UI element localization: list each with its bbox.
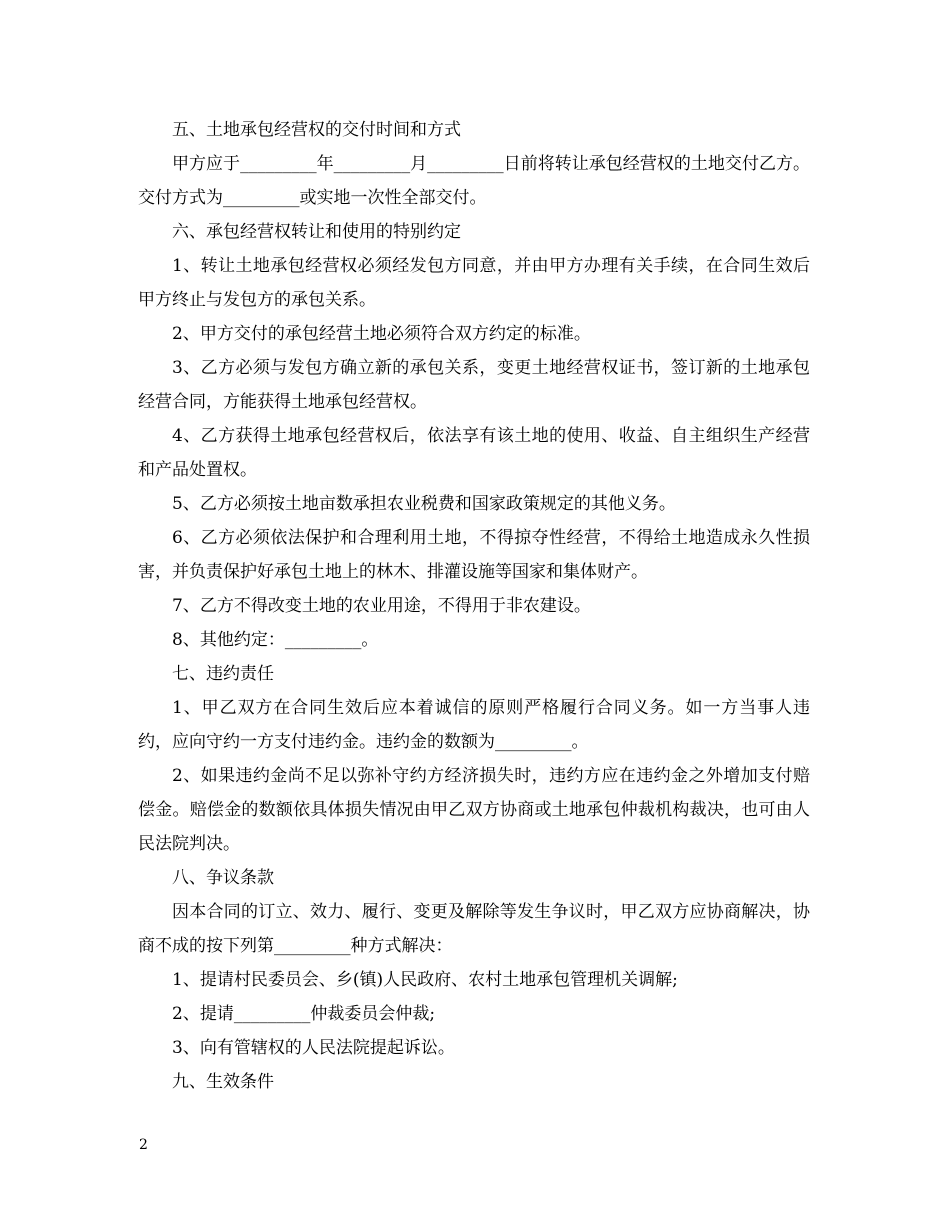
document-body — [138, 113, 810, 1099]
section-heading-liability: 七、违约责任 — [172, 664, 274, 684]
clause-item: 5、乙方必须按土地亩数承担农业税费和国家政策规定的其他义务。 — [172, 494, 676, 514]
paragraph-dispute-terms: 因本合同的订立、效力、履行、变更及解除等发生争议时，甲乙双方应协商解决，协商不成的按下列第_________种方式解决： — [138, 902, 810, 956]
clause-item: 2、如果违约金尚不足以弥补守约方经济损失时，违约方应在违约金之外增加支付赔偿金。赔偿金的数额依具体损失情况由甲乙双方协商或土地承包仲裁机构裁决，也可由人民法院判决。 — [138, 766, 810, 854]
section-heading-effectiveness: 九、生效条件 — [172, 1072, 274, 1092]
clause-item: 6、乙方必须依法保护和合理利用土地，不得掠夺性经营，不得给土地造成永久性损害，并负责保护好承包土地上的林木、排灌设施等国家和集体财产。 — [138, 528, 810, 582]
clause-item: 4、乙方获得土地承包经营权后，依法享有该土地的使用、收益、自主组织生产经营和产品处置权。 — [138, 426, 810, 480]
clause-item: 1、甲乙双方在合同生效后应本着诚信的原则严格履行合同义务。如一方当事人违约，应向守约一方支付违约金。违约金的数额为_________。 — [138, 698, 810, 752]
section-heading-dispute: 八、争议条款 — [172, 868, 274, 888]
clause-item: 1、转让土地承包经营权必须经发包方同意，并由甲方办理有关手续，在合同生效后甲方终止与发包方的承包关系。 — [138, 256, 810, 310]
section-heading-delivery: 五、土地承包经营权的交付时间和方式 — [172, 120, 461, 140]
page-number: 2 — [139, 1137, 148, 1153]
clause-item: 3、乙方必须与发包方确立新的承包关系，变更土地经营权证书，签订新的土地承包经营合同，方能获得土地承包经营权。 — [138, 358, 810, 412]
section-heading-special-terms: 六、承包经营权转让和使用的特别约定 — [172, 222, 461, 242]
clause-item: 3、向有管辖权的人民法院提起诉讼。 — [172, 1038, 455, 1058]
clause-item: 1、提请村民委员会、乡(镇)人民政府、农村土地承包管理机关调解; — [172, 970, 678, 990]
clause-item: 7、乙方不得改变土地的农业用途，不得用于非农建设。 — [172, 596, 591, 616]
paragraph-delivery-terms: 甲方应于_________年_________月_________日前将转让承包经营权的土地交付乙方。 交付方式为_________或实地一次性全部交付。 — [138, 154, 810, 208]
clause-item: 8、其他约定：_________。 — [172, 630, 379, 650]
clause-item: 2、提请_________仲裁委员会仲裁; — [172, 1004, 436, 1024]
clause-item: 2、甲方交付的承包经营土地必须符合双方约定的标准。 — [172, 324, 591, 344]
